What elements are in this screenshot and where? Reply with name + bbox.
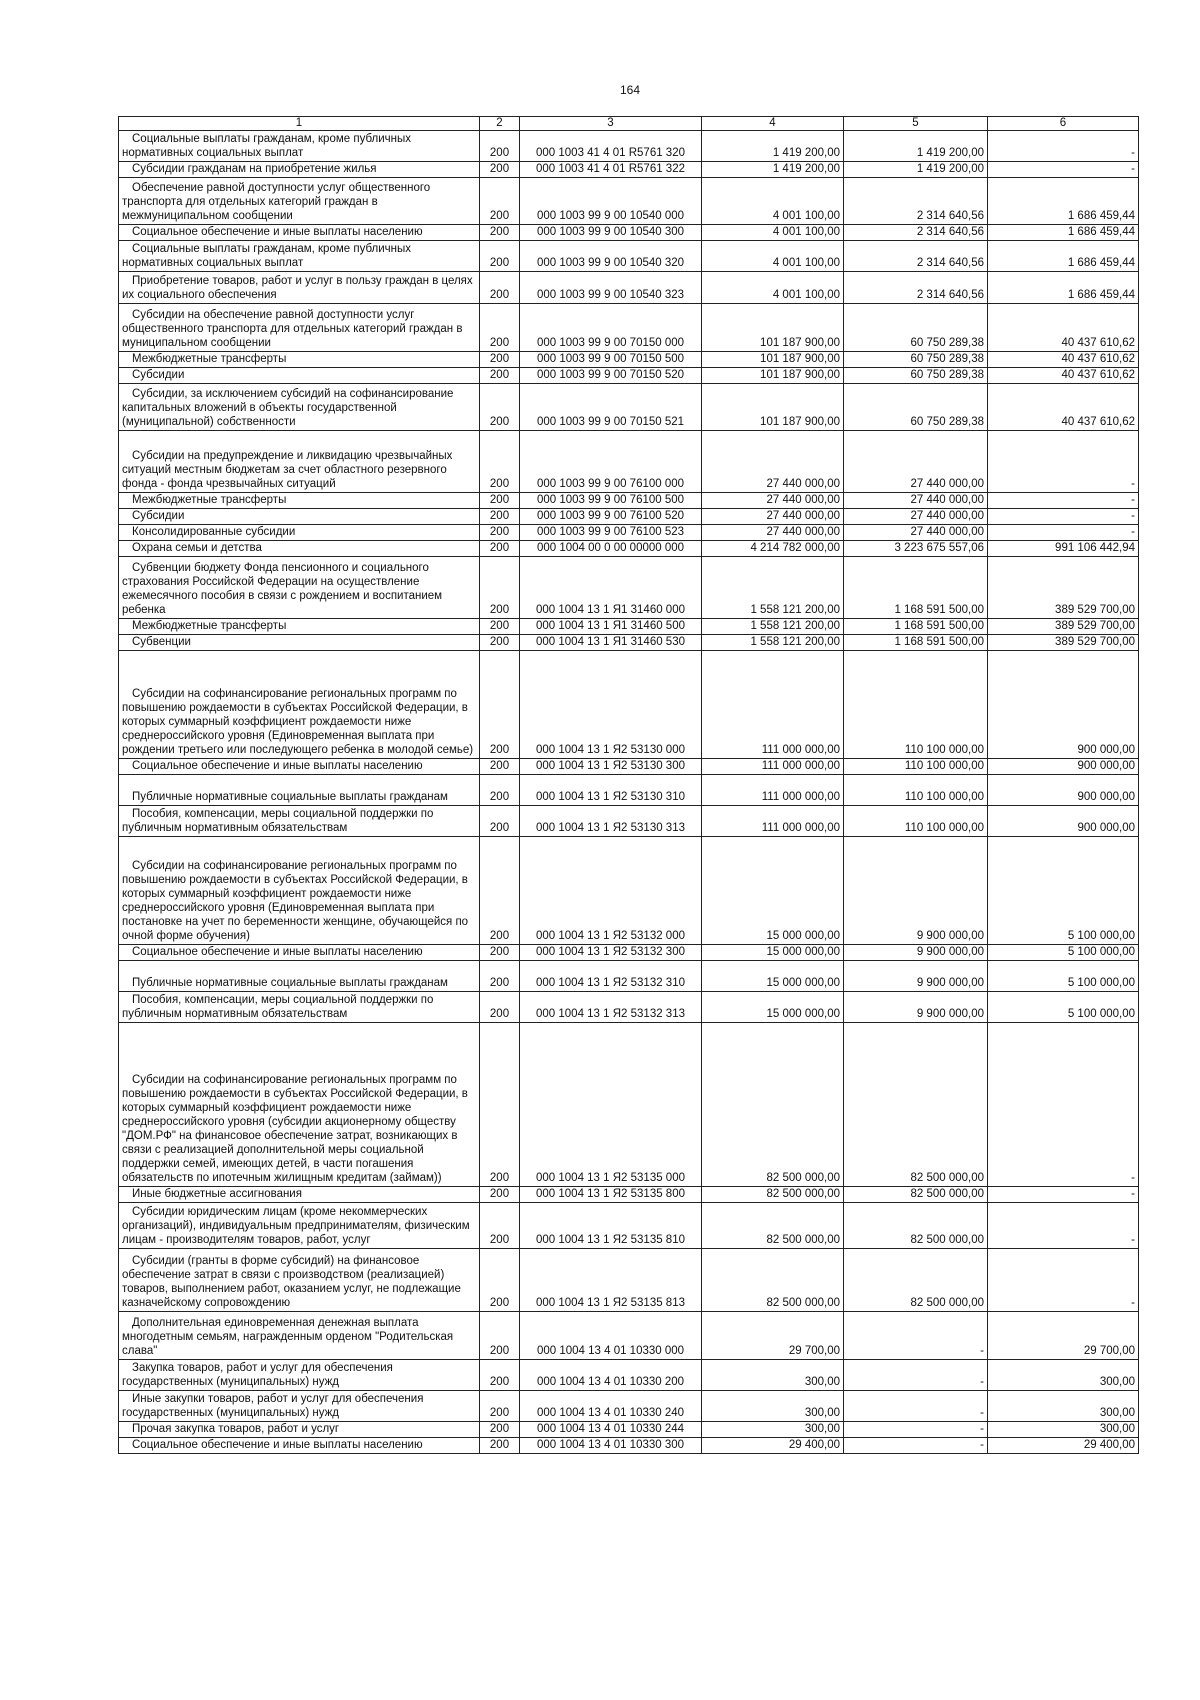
- row-name-cell: [119, 368, 480, 384]
- executed-amount-cell: 9 900 000,00: [844, 992, 988, 1023]
- executed-amount-cell: 2 314 640,56: [844, 178, 988, 225]
- column-header: 2: [480, 117, 520, 131]
- admin-code-cell: 200: [480, 131, 520, 162]
- executed-amount-cell: 60 750 289,38: [844, 304, 988, 352]
- executed-amount-cell: 82 500 000,00: [844, 1203, 988, 1249]
- row-name-cell: [119, 1438, 480, 1454]
- table-row: [119, 775, 1139, 806]
- row-name-text: Иные бюджетные ассигнования: [132, 1188, 302, 1200]
- remaining-amount-cell: -: [988, 1023, 1139, 1187]
- table-row: [119, 1312, 1139, 1360]
- admin-code-cell: 200: [480, 992, 520, 1023]
- classification-code-cell: 000 1004 13 1 Я2 53132 310: [520, 961, 702, 992]
- admin-code-cell: 200: [480, 1360, 520, 1391]
- table-row: [119, 1360, 1139, 1391]
- approved-amount-cell: 15 000 000,00: [702, 961, 844, 992]
- admin-code-cell: 200: [480, 384, 520, 431]
- row-name-cell: [119, 1203, 480, 1249]
- row-name-text: Субвенции бюджету Фонда пенсионного и социального страхования Российской Федерации на осуществление ежемесячного пособия в связи с рождением и воспитанием ребенка: [122, 562, 443, 616]
- executed-amount-cell: -: [844, 1312, 988, 1360]
- executed-amount-cell: 60 750 289,38: [844, 384, 988, 431]
- table-row: [119, 178, 1139, 225]
- executed-amount-cell: 27 440 000,00: [844, 493, 988, 509]
- row-name-text: Субсидии на обеспечение равной доступности услуг общественного транспорта для отдельных категорий граждан в муниципальном сообщении: [122, 309, 463, 349]
- approved-amount-cell: 300,00: [702, 1360, 844, 1391]
- classification-code-cell: 000 1004 13 1 Я1 31460 530: [520, 635, 702, 651]
- table-row: [119, 619, 1139, 635]
- remaining-amount-cell: -: [988, 525, 1139, 541]
- remaining-amount-cell: 300,00: [988, 1422, 1139, 1438]
- row-name-text: Приобретение товаров, работ и услуг в пользу граждан в целях их социального обеспечения: [122, 275, 473, 301]
- admin-code-cell: 200: [480, 368, 520, 384]
- classification-code-cell: 000 1003 41 4 01 R5761 322: [520, 162, 702, 178]
- row-name-cell: [119, 1249, 480, 1312]
- row-name-text: Межбюджетные трансферты: [132, 620, 287, 632]
- classification-code-cell: 000 1003 99 9 00 76100 500: [520, 493, 702, 509]
- executed-amount-cell: 27 440 000,00: [844, 431, 988, 493]
- table-row: [119, 131, 1139, 162]
- row-name-text: Иные закупки товаров, работ и услуг для обеспечения государственных (муниципальных) нужд: [122, 1393, 424, 1419]
- classification-code-cell: 000 1004 13 1 Я2 53132 313: [520, 992, 702, 1023]
- remaining-amount-cell: 1 686 459,44: [988, 225, 1139, 241]
- remaining-amount-cell: -: [988, 493, 1139, 509]
- executed-amount-cell: 27 440 000,00: [844, 509, 988, 525]
- remaining-amount-cell: 1 686 459,44: [988, 241, 1139, 272]
- executed-amount-cell: 82 500 000,00: [844, 1187, 988, 1203]
- admin-code-cell: 200: [480, 525, 520, 541]
- row-name-text: Обеспечение равной доступности услуг общественного транспорта для отдельных категорий граждан в межмуниципальном сообщении: [122, 182, 431, 222]
- approved-amount-cell: 111 000 000,00: [702, 806, 844, 837]
- executed-amount-cell: 110 100 000,00: [844, 806, 988, 837]
- classification-code-cell: 000 1004 13 1 Я2 53130 310: [520, 775, 702, 806]
- classification-code-cell: 000 1003 99 9 00 70150 521: [520, 384, 702, 431]
- admin-code-cell: 200: [480, 352, 520, 368]
- approved-amount-cell: 82 500 000,00: [702, 1203, 844, 1249]
- row-name-text: Субсидии, за исключением субсидий на софинансирование капитальных вложений в объекты государственной (муниципальной) собственности: [122, 388, 454, 428]
- row-name-text: Закупка товаров, работ и услуг для обеспечения государственных (муниципальных) нужд: [122, 1362, 393, 1388]
- executed-amount-cell: -: [844, 1360, 988, 1391]
- row-name-cell: [119, 1023, 480, 1187]
- approved-amount-cell: 4 001 100,00: [702, 241, 844, 272]
- executed-amount-cell: -: [844, 1422, 988, 1438]
- admin-code-cell: 200: [480, 272, 520, 304]
- row-name-cell: [119, 619, 480, 635]
- classification-code-cell: 000 1004 13 1 Я1 31460 500: [520, 619, 702, 635]
- admin-code-cell: 200: [480, 837, 520, 945]
- row-name-cell: [119, 961, 480, 992]
- executed-amount-cell: 82 500 000,00: [844, 1249, 988, 1312]
- approved-amount-cell: 4 214 782 000,00: [702, 541, 844, 557]
- approved-amount-cell: 27 440 000,00: [702, 431, 844, 493]
- row-name-text: Субсидии юридическим лицам (кроме некоммерческих организаций), индивидуальным предпринимателям, физическим лицам - производителям товаров, работ, услуг: [122, 1206, 470, 1246]
- classification-code-cell: 000 1004 13 1 Я2 53132 000: [520, 837, 702, 945]
- approved-amount-cell: 111 000 000,00: [702, 759, 844, 775]
- approved-amount-cell: 15 000 000,00: [702, 992, 844, 1023]
- table-row: [119, 635, 1139, 651]
- remaining-amount-cell: 1 686 459,44: [988, 178, 1139, 225]
- admin-code-cell: 200: [480, 1312, 520, 1360]
- classification-code-cell: 000 1004 13 4 01 10330 300: [520, 1438, 702, 1454]
- admin-code-cell: 200: [480, 162, 520, 178]
- table-row: [119, 272, 1139, 304]
- admin-code-cell: 200: [480, 651, 520, 759]
- table-row: [119, 1249, 1139, 1312]
- table-row: [119, 651, 1139, 759]
- row-name-cell: [119, 806, 480, 837]
- admin-code-cell: 200: [480, 945, 520, 961]
- row-name-cell: [119, 509, 480, 525]
- approved-amount-cell: 1 558 121 200,00: [702, 635, 844, 651]
- approved-amount-cell: 82 500 000,00: [702, 1249, 844, 1312]
- remaining-amount-cell: 389 529 700,00: [988, 557, 1139, 619]
- row-name-text: Субсидии на предупреждение и ликвидацию чрезвычайных ситуаций местным бюджетам за счет областного резервного фонда - фонда чрезвычайных ситуаций: [122, 450, 453, 490]
- admin-code-cell: 200: [480, 493, 520, 509]
- row-name-text: Охрана семьи и детства: [132, 542, 262, 554]
- remaining-amount-cell: 5 100 000,00: [988, 992, 1139, 1023]
- row-name-text: Консолидированные субсидии: [132, 526, 296, 538]
- row-name-text: Прочая закупка товаров, работ и услуг: [132, 1423, 340, 1435]
- remaining-amount-cell: -: [988, 1203, 1139, 1249]
- classification-code-cell: 000 1004 13 1 Я2 53135 000: [520, 1023, 702, 1187]
- remaining-amount-cell: 900 000,00: [988, 759, 1139, 775]
- table-row: [119, 368, 1139, 384]
- remaining-amount-cell: 40 437 610,62: [988, 352, 1139, 368]
- row-name-cell: [119, 837, 480, 945]
- classification-code-cell: 000 1003 99 9 00 10540 300: [520, 225, 702, 241]
- row-name-cell: [119, 541, 480, 557]
- classification-code-cell: 000 1003 41 4 01 R5761 320: [520, 131, 702, 162]
- approved-amount-cell: 82 500 000,00: [702, 1023, 844, 1187]
- table-row: [119, 352, 1139, 368]
- row-name-text: Социальное обеспечение и иные выплаты населению: [132, 760, 423, 772]
- approved-amount-cell: 27 440 000,00: [702, 493, 844, 509]
- remaining-amount-cell: 5 100 000,00: [988, 837, 1139, 945]
- executed-amount-cell: 1 168 591 500,00: [844, 619, 988, 635]
- remaining-amount-cell: 991 106 442,94: [988, 541, 1139, 557]
- table-row: [119, 304, 1139, 352]
- classification-code-cell: 000 1003 99 9 00 76100 523: [520, 525, 702, 541]
- admin-code-cell: 200: [480, 241, 520, 272]
- table-row: [119, 806, 1139, 837]
- row-name-cell: [119, 304, 480, 352]
- row-name-text: Субсидии: [132, 369, 185, 381]
- table-row: [119, 493, 1139, 509]
- executed-amount-cell: 3 223 675 557,06: [844, 541, 988, 557]
- approved-amount-cell: 4 001 100,00: [702, 225, 844, 241]
- remaining-amount-cell: -: [988, 1249, 1139, 1312]
- remaining-amount-cell: 40 437 610,62: [988, 368, 1139, 384]
- remaining-amount-cell: 900 000,00: [988, 775, 1139, 806]
- row-name-cell: [119, 493, 480, 509]
- classification-code-cell: 000 1004 13 4 01 10330 000: [520, 1312, 702, 1360]
- classification-code-cell: 000 1004 13 4 01 10330 200: [520, 1360, 702, 1391]
- table-row: [119, 1187, 1139, 1203]
- executed-amount-cell: 27 440 000,00: [844, 525, 988, 541]
- table-body: [119, 131, 1139, 1454]
- table-row: [119, 225, 1139, 241]
- row-name-text: Социальные выплаты гражданам, кроме публичных нормативных социальных выплат: [122, 133, 412, 159]
- executed-amount-cell: 60 750 289,38: [844, 368, 988, 384]
- table-row: [119, 759, 1139, 775]
- row-name-cell: [119, 352, 480, 368]
- row-name-cell: [119, 525, 480, 541]
- remaining-amount-cell: 900 000,00: [988, 806, 1139, 837]
- row-name-cell: [119, 272, 480, 304]
- table-row: [119, 945, 1139, 961]
- row-name-text: Социальное обеспечение и иные выплаты населению: [132, 1439, 423, 1451]
- admin-code-cell: 200: [480, 635, 520, 651]
- classification-code-cell: 000 1004 13 1 Я2 53130 313: [520, 806, 702, 837]
- table-row: [119, 384, 1139, 431]
- admin-code-cell: 200: [480, 225, 520, 241]
- table-row: [119, 837, 1139, 945]
- approved-amount-cell: 101 187 900,00: [702, 352, 844, 368]
- approved-amount-cell: 27 440 000,00: [702, 509, 844, 525]
- row-name-text: Дополнительная единовременная денежная выплата многодетным семьям, награжденным орденом "Родительская слава": [122, 1317, 454, 1357]
- row-name-text: Социальные выплаты гражданам, кроме публичных нормативных социальных выплат: [122, 243, 412, 269]
- row-name-cell: [119, 178, 480, 225]
- admin-code-cell: 200: [480, 961, 520, 992]
- admin-code-cell: 200: [480, 1438, 520, 1454]
- approved-amount-cell: 29 400,00: [702, 1438, 844, 1454]
- row-name-text: Субсидии: [132, 510, 185, 522]
- admin-code-cell: 200: [480, 1391, 520, 1422]
- row-name-cell: [119, 945, 480, 961]
- executed-amount-cell: -: [844, 1438, 988, 1454]
- executed-amount-cell: 2 314 640,56: [844, 225, 988, 241]
- table-row: [119, 1023, 1139, 1187]
- classification-code-cell: 000 1003 99 9 00 10540 000: [520, 178, 702, 225]
- executed-amount-cell: 1 168 591 500,00: [844, 557, 988, 619]
- executed-amount-cell: 110 100 000,00: [844, 651, 988, 759]
- remaining-amount-cell: -: [988, 509, 1139, 525]
- row-name-cell: [119, 1187, 480, 1203]
- remaining-amount-cell: -: [988, 431, 1139, 493]
- executed-amount-cell: 2 314 640,56: [844, 272, 988, 304]
- classification-code-cell: 000 1004 13 1 Я2 53135 800: [520, 1187, 702, 1203]
- executed-amount-cell: 60 750 289,38: [844, 352, 988, 368]
- approved-amount-cell: 1 419 200,00: [702, 162, 844, 178]
- table-row: [119, 541, 1139, 557]
- row-name-cell: [119, 241, 480, 272]
- executed-amount-cell: 1 168 591 500,00: [844, 635, 988, 651]
- table-row: [119, 431, 1139, 493]
- remaining-amount-cell: 900 000,00: [988, 651, 1139, 759]
- executed-amount-cell: 9 900 000,00: [844, 945, 988, 961]
- table-row: [119, 992, 1139, 1023]
- executed-amount-cell: 2 314 640,56: [844, 241, 988, 272]
- row-name-cell: [119, 431, 480, 493]
- column-header: 4: [702, 117, 844, 131]
- table-row: [119, 961, 1139, 992]
- row-name-cell: [119, 1422, 480, 1438]
- classification-code-cell: 000 1004 00 0 00 00000 000: [520, 541, 702, 557]
- column-header: 1: [119, 117, 480, 131]
- executed-amount-cell: 1 419 200,00: [844, 131, 988, 162]
- remaining-amount-cell: 1 686 459,44: [988, 272, 1139, 304]
- admin-code-cell: 200: [480, 557, 520, 619]
- executed-amount-cell: 110 100 000,00: [844, 759, 988, 775]
- classification-code-cell: 000 1004 13 4 01 10330 244: [520, 1422, 702, 1438]
- table-row: [119, 557, 1139, 619]
- admin-code-cell: 200: [480, 806, 520, 837]
- remaining-amount-cell: 29 700,00: [988, 1312, 1139, 1360]
- row-name-text: Субсидии (гранты в форме субсидий) на финансовое обеспечение затрат в связи с производством (реализацией) товаров, выполнением работ, оказанием услуг, не подлежащие казначейскому сопровождению: [122, 1255, 461, 1309]
- approved-amount-cell: 27 440 000,00: [702, 525, 844, 541]
- row-name-cell: [119, 384, 480, 431]
- admin-code-cell: 200: [480, 775, 520, 806]
- row-name-cell: [119, 1312, 480, 1360]
- classification-code-cell: 000 1003 99 9 00 70150 000: [520, 304, 702, 352]
- approved-amount-cell: 300,00: [702, 1391, 844, 1422]
- approved-amount-cell: 4 001 100,00: [702, 178, 844, 225]
- remaining-amount-cell: 5 100 000,00: [988, 945, 1139, 961]
- table-row: [119, 525, 1139, 541]
- classification-code-cell: 000 1003 99 9 00 76100 520: [520, 509, 702, 525]
- row-name-cell: [119, 557, 480, 619]
- executed-amount-cell: 82 500 000,00: [844, 1023, 988, 1187]
- table-row: [119, 241, 1139, 272]
- approved-amount-cell: 15 000 000,00: [702, 837, 844, 945]
- remaining-amount-cell: 300,00: [988, 1391, 1139, 1422]
- admin-code-cell: 200: [480, 1422, 520, 1438]
- approved-amount-cell: 300,00: [702, 1422, 844, 1438]
- admin-code-cell: 200: [480, 1187, 520, 1203]
- page-number: 164: [619, 83, 641, 97]
- admin-code-cell: 200: [480, 541, 520, 557]
- column-number-row: [119, 117, 1139, 131]
- approved-amount-cell: 1 419 200,00: [702, 131, 844, 162]
- row-name-cell: [119, 759, 480, 775]
- approved-amount-cell: 101 187 900,00: [702, 384, 844, 431]
- remaining-amount-cell: 40 437 610,62: [988, 304, 1139, 352]
- classification-code-cell: 000 1004 13 1 Я2 53135 810: [520, 1203, 702, 1249]
- approved-amount-cell: 111 000 000,00: [702, 775, 844, 806]
- table-row: [119, 1422, 1139, 1438]
- table-row: [119, 1203, 1139, 1249]
- admin-code-cell: 200: [480, 509, 520, 525]
- row-name-cell: [119, 1360, 480, 1391]
- approved-amount-cell: 82 500 000,00: [702, 1187, 844, 1203]
- classification-code-cell: 000 1004 13 4 01 10330 240: [520, 1391, 702, 1422]
- admin-code-cell: 200: [480, 178, 520, 225]
- remaining-amount-cell: -: [988, 1187, 1139, 1203]
- row-name-cell: [119, 651, 480, 759]
- row-name-text: Субсидии гражданам на приобретение жилья: [132, 163, 377, 175]
- classification-code-cell: 000 1003 99 9 00 10540 320: [520, 241, 702, 272]
- row-name-cell: [119, 1391, 480, 1422]
- row-name-text: Субсидии на софинансирование региональных программ по повышению рождаемости в субъектах Российской Федерации, в которых суммарный коэффициент рождаемости ниже среднероссийского уровня (субсидии акционерному обществу "ДОМ.РФ" на финансовое обеспечение затрат, возникающих в связи с реализацией дополнительной меры социальной поддержки семей, имеющих детей, в части погашения обязательств по ипотечным жилищным кредитам (займам)): [122, 1074, 468, 1184]
- row-name-text: Субсидии на софинансирование региональных программ по повышению рождаемости в субъектах Российской Федерации, в которых суммарный коэффициент рождаемости ниже среднероссийского уровня (Единовременная выплата при рождении третьего или последующего ребенка в молодой семье): [122, 688, 474, 756]
- remaining-amount-cell: 40 437 610,62: [988, 384, 1139, 431]
- classification-code-cell: 000 1004 13 1 Я2 53130 000: [520, 651, 702, 759]
- remaining-amount-cell: -: [988, 131, 1139, 162]
- classification-code-cell: 000 1003 99 9 00 76100 000: [520, 431, 702, 493]
- budget-execution-table: [118, 116, 1139, 1454]
- remaining-amount-cell: 5 100 000,00: [988, 961, 1139, 992]
- remaining-amount-cell: -: [988, 162, 1139, 178]
- executed-amount-cell: 9 900 000,00: [844, 837, 988, 945]
- row-name-text: Субвенции: [132, 636, 191, 648]
- row-name-text: Социальное обеспечение и иные выплаты населению: [132, 226, 423, 238]
- executed-amount-cell: 110 100 000,00: [844, 775, 988, 806]
- row-name-cell: [119, 131, 480, 162]
- table-row: [119, 509, 1139, 525]
- admin-code-cell: 200: [480, 1249, 520, 1312]
- table-row: [119, 1391, 1139, 1422]
- classification-code-cell: 000 1003 99 9 00 70150 500: [520, 352, 702, 368]
- admin-code-cell: 200: [480, 759, 520, 775]
- row-name-text: Межбюджетные трансферты: [132, 353, 287, 365]
- remaining-amount-cell: 29 400,00: [988, 1438, 1139, 1454]
- row-name-text: Публичные нормативные социальные выплаты гражданам: [132, 791, 448, 803]
- classification-code-cell: 000 1004 13 1 Я1 31460 000: [520, 557, 702, 619]
- row-name-text: Субсидии на софинансирование региональных программ по повышению рождаемости в субъектах Российской Федерации, в которых суммарный коэффициент рождаемости ниже среднероссийского уровня (Единовременная выплата при постановке на учет по беременности женщине, обучающейся по очной форме обучения): [122, 860, 469, 942]
- admin-code-cell: 200: [480, 304, 520, 352]
- admin-code-cell: 200: [480, 1023, 520, 1187]
- column-header: 6: [988, 117, 1139, 131]
- row-name-cell: [119, 635, 480, 651]
- row-name-text: Межбюджетные трансферты: [132, 494, 287, 506]
- row-name-text: Социальное обеспечение и иные выплаты населению: [132, 946, 423, 958]
- row-name-text: Публичные нормативные социальные выплаты гражданам: [132, 977, 448, 989]
- row-name-cell: [119, 225, 480, 241]
- table-row: [119, 162, 1139, 178]
- approved-amount-cell: 101 187 900,00: [702, 304, 844, 352]
- row-name-cell: [119, 162, 480, 178]
- approved-amount-cell: 1 558 121 200,00: [702, 557, 844, 619]
- approved-amount-cell: 111 000 000,00: [702, 651, 844, 759]
- remaining-amount-cell: 389 529 700,00: [988, 635, 1139, 651]
- remaining-amount-cell: 300,00: [988, 1360, 1139, 1391]
- approved-amount-cell: 101 187 900,00: [702, 368, 844, 384]
- approved-amount-cell: 1 558 121 200,00: [702, 619, 844, 635]
- classification-code-cell: 000 1004 13 1 Я2 53130 300: [520, 759, 702, 775]
- row-name-text: Пособия, компенсации, меры социальной поддержки по публичным нормативным обязательствам: [122, 808, 434, 834]
- approved-amount-cell: 4 001 100,00: [702, 272, 844, 304]
- column-header: 3: [520, 117, 702, 131]
- table-row: [119, 1438, 1139, 1454]
- classification-code-cell: 000 1004 13 1 Я2 53132 300: [520, 945, 702, 961]
- column-header: 5: [844, 117, 988, 131]
- approved-amount-cell: 29 700,00: [702, 1312, 844, 1360]
- classification-code-cell: 000 1003 99 9 00 70150 520: [520, 368, 702, 384]
- row-name-text: Пособия, компенсации, меры социальной поддержки по публичным нормативным обязательствам: [122, 994, 434, 1020]
- executed-amount-cell: -: [844, 1391, 988, 1422]
- classification-code-cell: 000 1004 13 1 Я2 53135 813: [520, 1249, 702, 1312]
- approved-amount-cell: 15 000 000,00: [702, 945, 844, 961]
- executed-amount-cell: 1 419 200,00: [844, 162, 988, 178]
- row-name-cell: [119, 775, 480, 806]
- remaining-amount-cell: 389 529 700,00: [988, 619, 1139, 635]
- admin-code-cell: 200: [480, 1203, 520, 1249]
- admin-code-cell: 200: [480, 431, 520, 493]
- executed-amount-cell: 9 900 000,00: [844, 961, 988, 992]
- row-name-cell: [119, 992, 480, 1023]
- classification-code-cell: 000 1003 99 9 00 10540 323: [520, 272, 702, 304]
- admin-code-cell: 200: [480, 619, 520, 635]
